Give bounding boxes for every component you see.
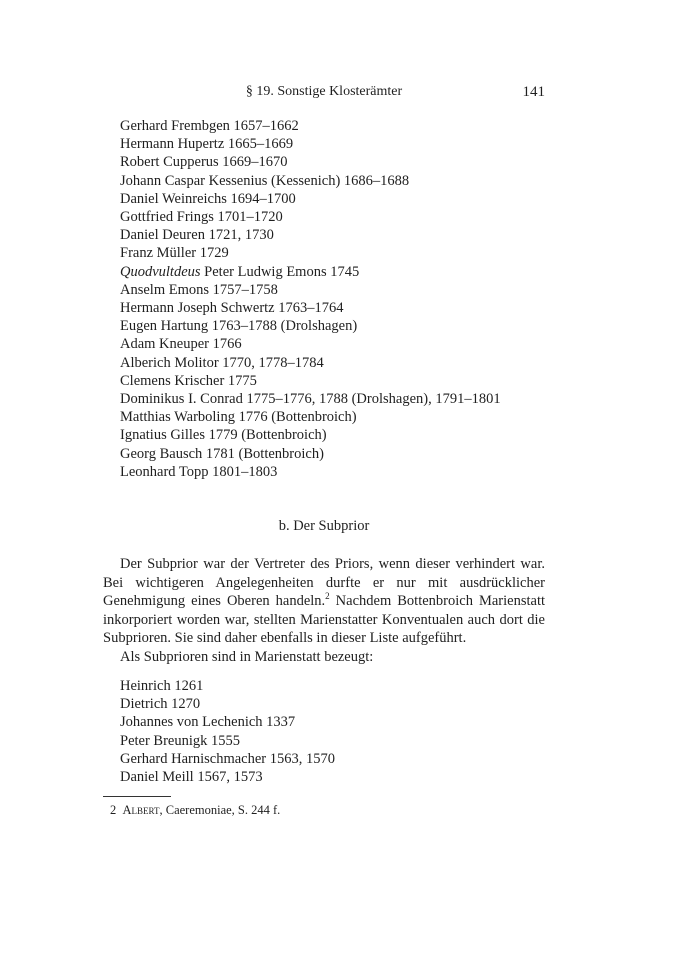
list-item-text: Dominikus I. Conrad 1775–1776, 1788 (Drolshagen), 1791–1801 — [120, 391, 501, 408]
footnote-separator — [103, 796, 171, 797]
list-item-text: Franz Müller 1729 — [120, 245, 229, 262]
list-item-text: Eugen Hartung 1763–1788 (Drolshagen) — [120, 318, 358, 335]
list-item-text: Anselm Emons 1757–1758 — [120, 281, 278, 298]
list-item — [120, 372, 501, 390]
list-item-text: Georg Bausch 1781 (Bottenbroich) — [120, 445, 324, 462]
subprior-list — [120, 677, 335, 786]
list-item-text: Gottfried Frings 1701–1720 — [120, 209, 283, 226]
list-item-text: Robert Cupperus 1669–1670 — [120, 154, 288, 171]
list-item — [120, 463, 501, 481]
list-item-text: Clemens Krischer 1775 — [120, 372, 257, 389]
footnote-text: , Caeremoniae, S. 244 f. — [159, 803, 281, 817]
list-item — [120, 244, 501, 262]
paragraph — [103, 555, 545, 648]
officeholder-list — [120, 117, 501, 481]
list-item-text: Hermann Hupertz 1665–1669 — [120, 136, 294, 153]
list-item-text: Ignatius Gilles 1779 (Bottenbroich) — [120, 427, 327, 444]
list-item-text: Johann Caspar Kessenius (Kessenich) 1686–1688 — [120, 172, 410, 189]
list-item — [120, 117, 501, 135]
list-item-text: Gerhard Frembgen 1657–1662 — [120, 118, 299, 134]
list-item-text: Daniel Weinreichs 1694–1700 — [120, 190, 296, 207]
list-item — [120, 445, 501, 463]
running-head — [103, 84, 545, 102]
list-item-text: Leonhard Topp 1801–1803 — [120, 463, 278, 480]
religious-name: Quodvultdeus — [120, 263, 201, 280]
list-item-text: Daniel Deuren 1721, 1730 — [120, 227, 274, 244]
list-item — [120, 208, 501, 226]
list-item-text: Hermann Joseph Schwertz 1763–1764 — [120, 300, 344, 317]
list-item: Heinrich 1261 — [120, 678, 204, 694]
list-item-text: Peter Ludwig Emons 1745 — [200, 263, 360, 280]
page-number: 141 — [522, 84, 545, 100]
footnote-number: 2 — [110, 803, 117, 817]
running-head-title: § 19. Sonstige Klosterämter — [245, 84, 403, 99]
list-item — [120, 408, 501, 426]
list-item: Daniel Meill 1567, 1573 — [120, 769, 263, 786]
list-item — [120, 135, 501, 153]
paragraph: Als Subprioren sind in Marienstatt bezeugt: — [120, 648, 374, 665]
list-item: Johannes von Lechenich 1337 — [120, 714, 296, 731]
list-item — [120, 426, 501, 444]
list-item — [120, 354, 501, 372]
list-item — [120, 299, 501, 317]
list-item — [120, 335, 501, 353]
footnote — [110, 803, 280, 818]
list-item — [120, 153, 501, 171]
list-item — [120, 263, 501, 281]
list-item: Dietrich 1270 — [120, 696, 201, 713]
paragraph-text: Nachdem Bottenbroich Marienstatt inkorporiert worden war, stellten Marienstatter Konventualen auch dort die Subprioren. Sie sind daher ebenfalls in dieser Liste aufgeführt. — [103, 593, 545, 647]
list-item — [120, 390, 501, 408]
list-item: Gerhard Harnischmacher 1563, 1570 — [120, 750, 336, 767]
list-item — [120, 226, 501, 244]
list-item — [120, 317, 501, 335]
list-item-text: Matthias Warboling 1776 (Bottenbroich) — [120, 409, 357, 426]
list-item — [120, 281, 501, 299]
footnote-reference: 2 — [325, 591, 330, 602]
body-text — [103, 555, 545, 667]
list-item-text: Alberich Molitor 1770, 1778–1784 — [120, 354, 324, 371]
section-heading: b. Der Subprior — [278, 518, 370, 534]
list-item: Peter Breunigk 1555 — [120, 732, 241, 749]
paragraph-text: Der Subprior war der Vertreter des Priors, wenn dieser verhindert war. Bei wichtigeren Angelegenheiten durfte er nur mit ausdrücklicher Genehmigung eines Oberen handeln. — [103, 556, 545, 610]
list-item — [120, 172, 501, 190]
list-item-text: Adam Kneuper 1766 — [120, 336, 242, 353]
footnote-author: Albert — [122, 803, 160, 817]
list-item — [120, 190, 501, 208]
